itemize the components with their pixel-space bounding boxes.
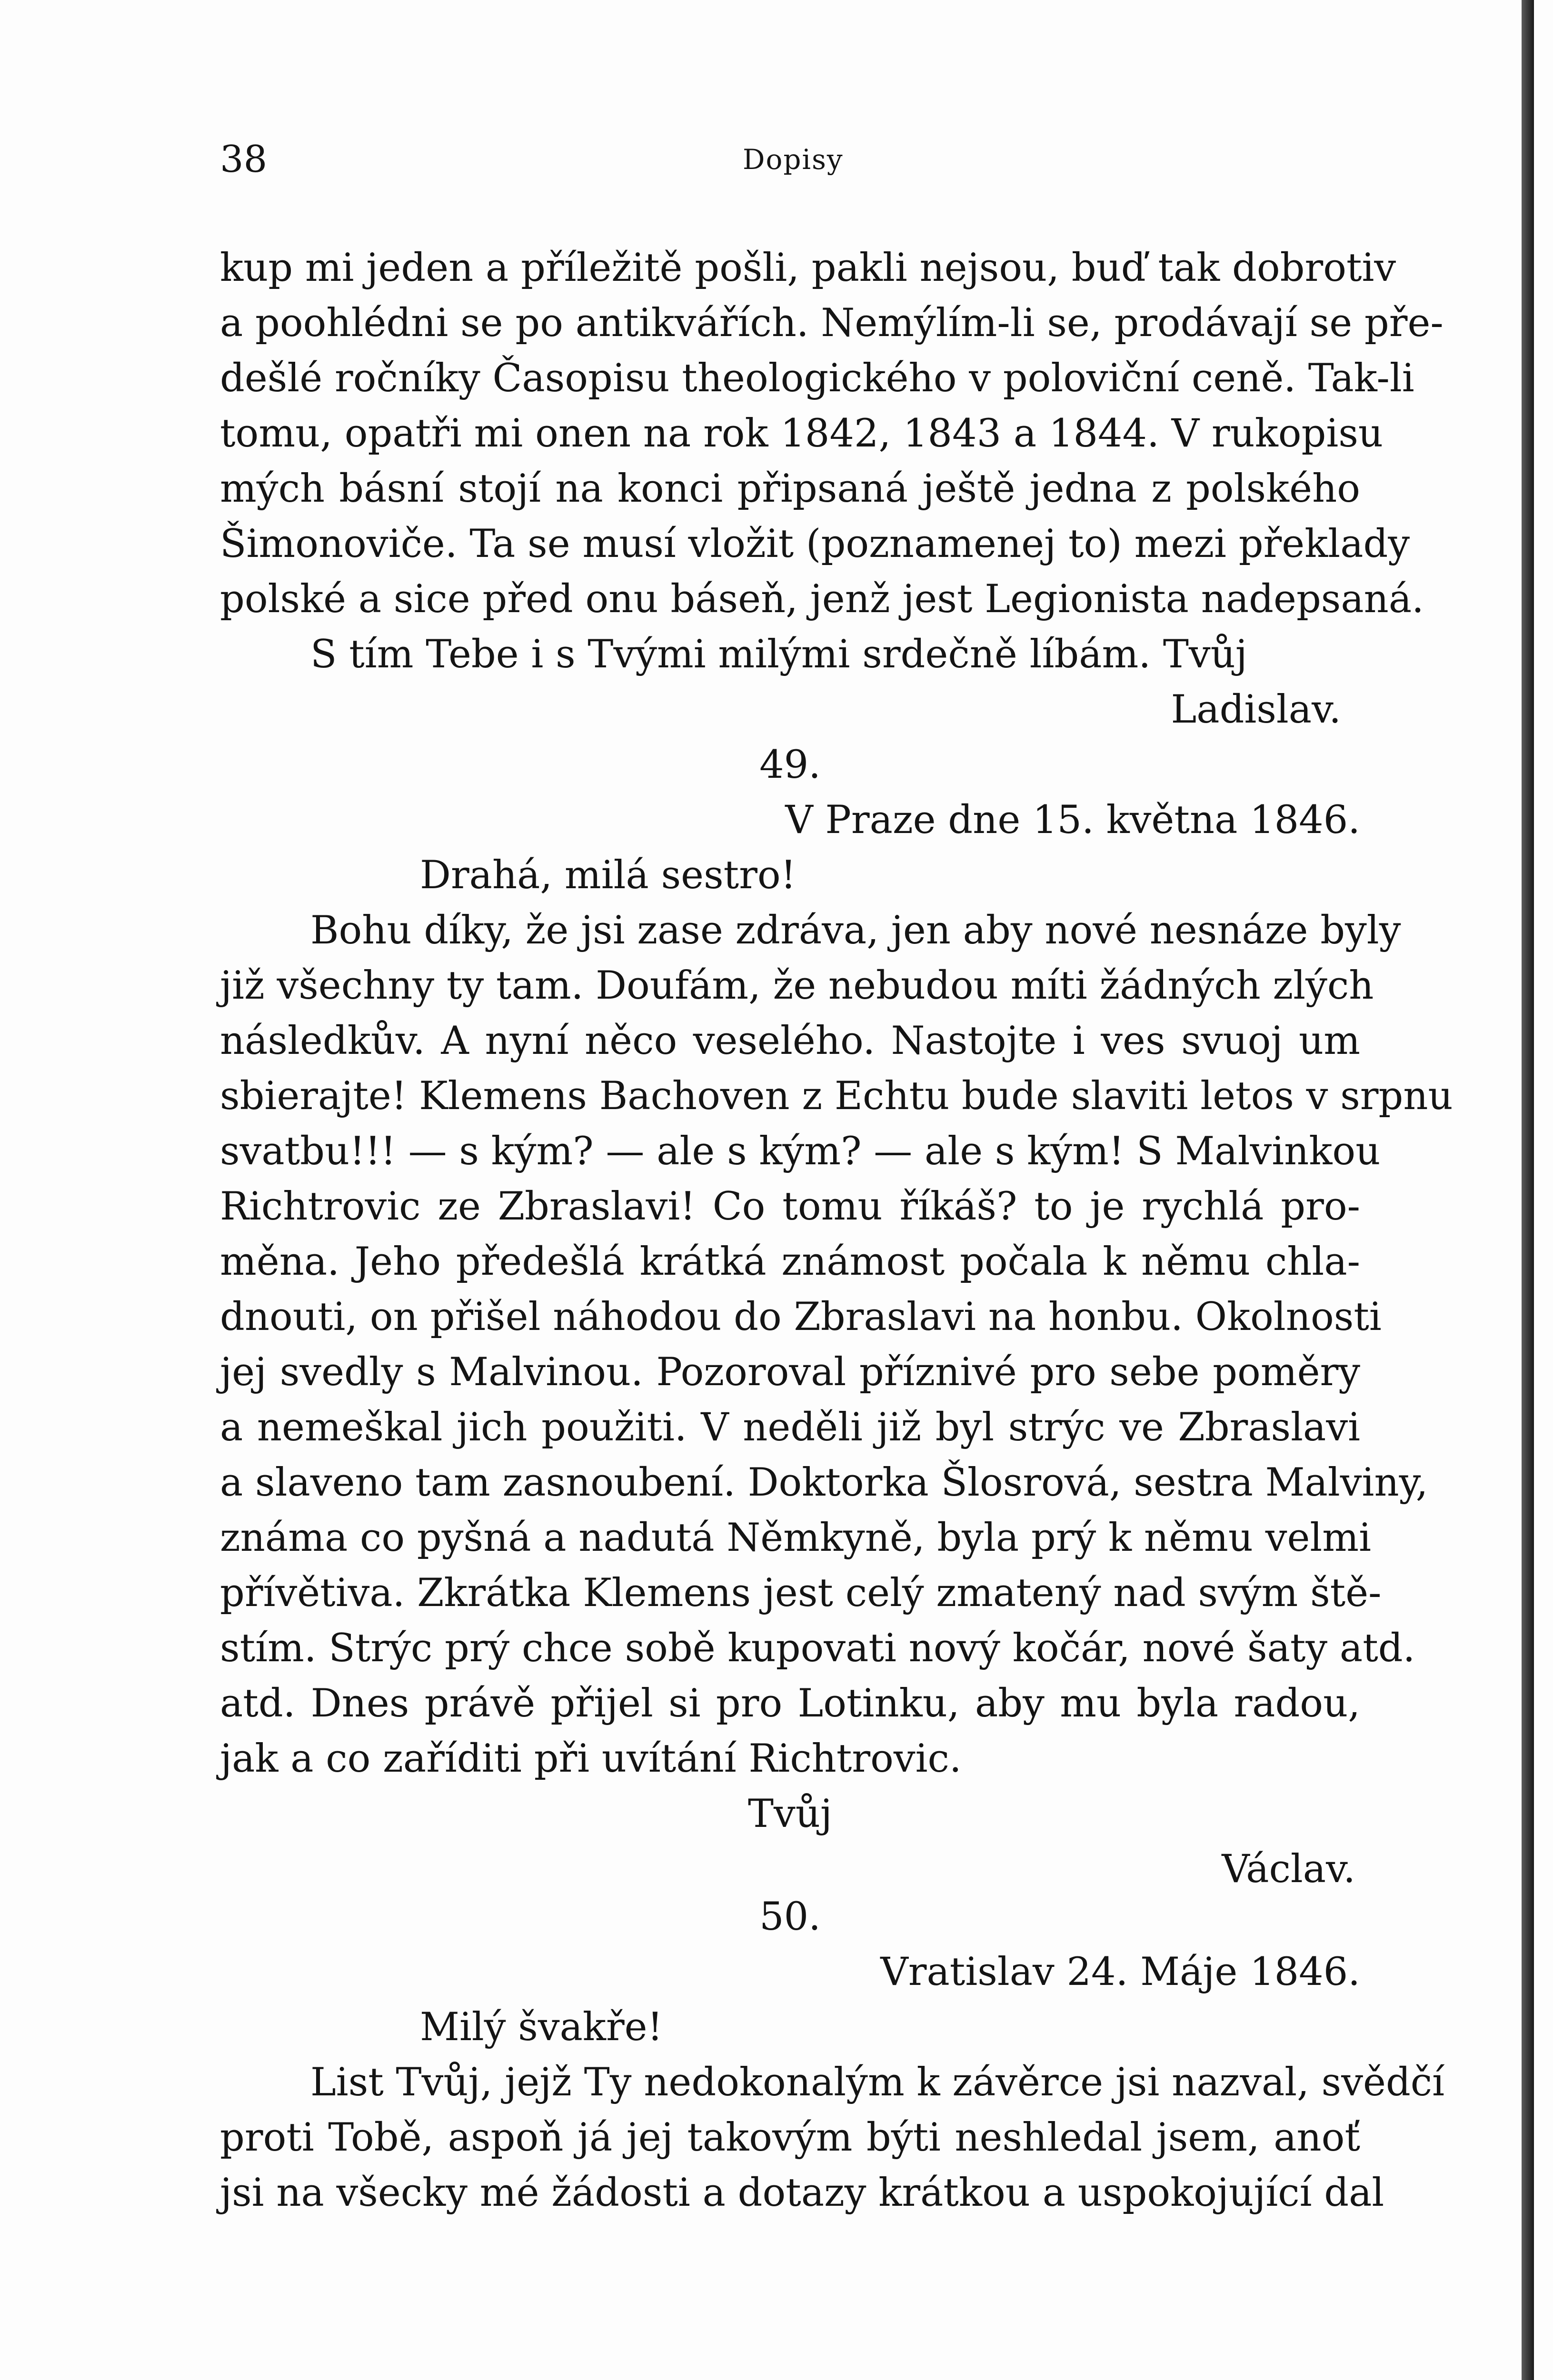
text-line: přívětiva. Zkrátka Klemens jest celý zmatený nad svým ště- — [220, 1571, 1382, 1616]
text-line: Šimonoviče. Ta se musí vložit (poznamenej to) mezi překlady — [220, 522, 1410, 566]
text-line: a nemeškal jich použiti. V neděli již byl strýc ve Zbraslavi — [220, 1405, 1360, 1450]
letter-50 — [220, 1889, 1445, 2221]
letter-number: 50. — [759, 1894, 821, 1939]
text-line: proti Tobě, aspoň já jej takovým býti neshledal jsem, anoť — [220, 2115, 1360, 2160]
page-number: 38 — [220, 138, 268, 181]
text-line: atd. Dnes právě přijel si pro Lotinku, aby mu byla radou, — [220, 1681, 1360, 1726]
text-line: stím. Strýc prý chce sobě kupovati nový kočár, nové šaty atd. — [220, 1626, 1415, 1671]
text-line: a poohlédni se po antikvářích. Nemýlím-li se, prodávají se pře- — [220, 301, 1443, 346]
text-line: měna. Jeho předešlá krátká známost počala k němu chla- — [220, 1240, 1360, 1284]
letter-48-ending — [220, 240, 1443, 737]
text-line: svatbu!!! — s kým? — ale s kým? — ale s kým! S Malvinkou — [220, 1129, 1381, 1174]
page-edge-shadow — [1522, 0, 1534, 2380]
letter-salutation: Milý švakře! — [420, 2005, 663, 2050]
text-line: sbierajte! Klemens Bachoven z Echtu bude slaviti letos v srpnu — [220, 1074, 1453, 1119]
letter-date: V Praze dne 15. května 1846. — [785, 798, 1360, 843]
text-line: List Tvůj, jejž Ty nedokonalým k závěrce jsi nazval, svědčí — [310, 2060, 1445, 2105]
text-line: Richtrovic ze Zbraslavi! Co tomu říkáš? to je rychlá pro- — [220, 1184, 1360, 1229]
signature: Ladislav. — [1171, 687, 1341, 732]
letter-49 — [220, 737, 1453, 1897]
text-line: jak a co zaříditi při uvítání Richtrovic. — [220, 1736, 962, 1781]
letter-closing: Tvůj — [747, 1792, 833, 1836]
text-line: jej svedly s Malvinou. Pozoroval příznivé pro sebe poměry — [220, 1350, 1360, 1395]
text-line: a slaveno tam zasnoubení. Doktorka Šlosrová, sestra Malviny, — [220, 1460, 1428, 1505]
running-title: Dopisy — [743, 143, 844, 176]
text-line: již všechny ty tam. Doufám, že nebudou míti žádných zlých — [220, 963, 1374, 1008]
text-line: následkův. A nyní něco veselého. Nastojte i ves svuoj um — [220, 1019, 1360, 1063]
text-line: kup mi jeden a příležitě pošli, pakli nejsou, buď tak dobrotiv — [220, 246, 1396, 290]
text-line: jsi na všecky mé žádosti a dotazy krátkou a uspokojující dal — [220, 2171, 1384, 2215]
text-line: známa co pyšná a nadutá Němkyně, byla prý k němu velmi — [220, 1516, 1372, 1560]
text-line: dnouti, on přišel náhodou do Zbraslavi na honbu. Okolnosti — [220, 1295, 1382, 1339]
letter-salutation: Drahá, milá sestro! — [420, 853, 796, 898]
letter-date: Vratislav 24. Máje 1846. — [880, 1950, 1360, 1994]
letter-number: 49. — [759, 743, 821, 787]
text-line: tomu, opatři mi onen na rok 1842, 1843 a 1844. V rukopisu — [220, 411, 1384, 456]
text-line: polské a sice před onu báseň, jenž jest Legionista nadepsaná. — [220, 577, 1424, 622]
text-line: dešlé ročníky Časopisu theologického v poloviční ceně. Tak-li — [220, 356, 1414, 401]
text-line: S tím Tebe i s Tvými milými srdečně líbám. Tvůj — [310, 632, 1247, 677]
text-line: Bohu díky, že jsi zase zdráva, jen aby nové nesnáze byly — [310, 908, 1401, 953]
signature: Václav. — [1222, 1847, 1355, 1892]
text-line: mých básní stojí na konci připsaná ještě jedna z polského — [220, 466, 1360, 511]
